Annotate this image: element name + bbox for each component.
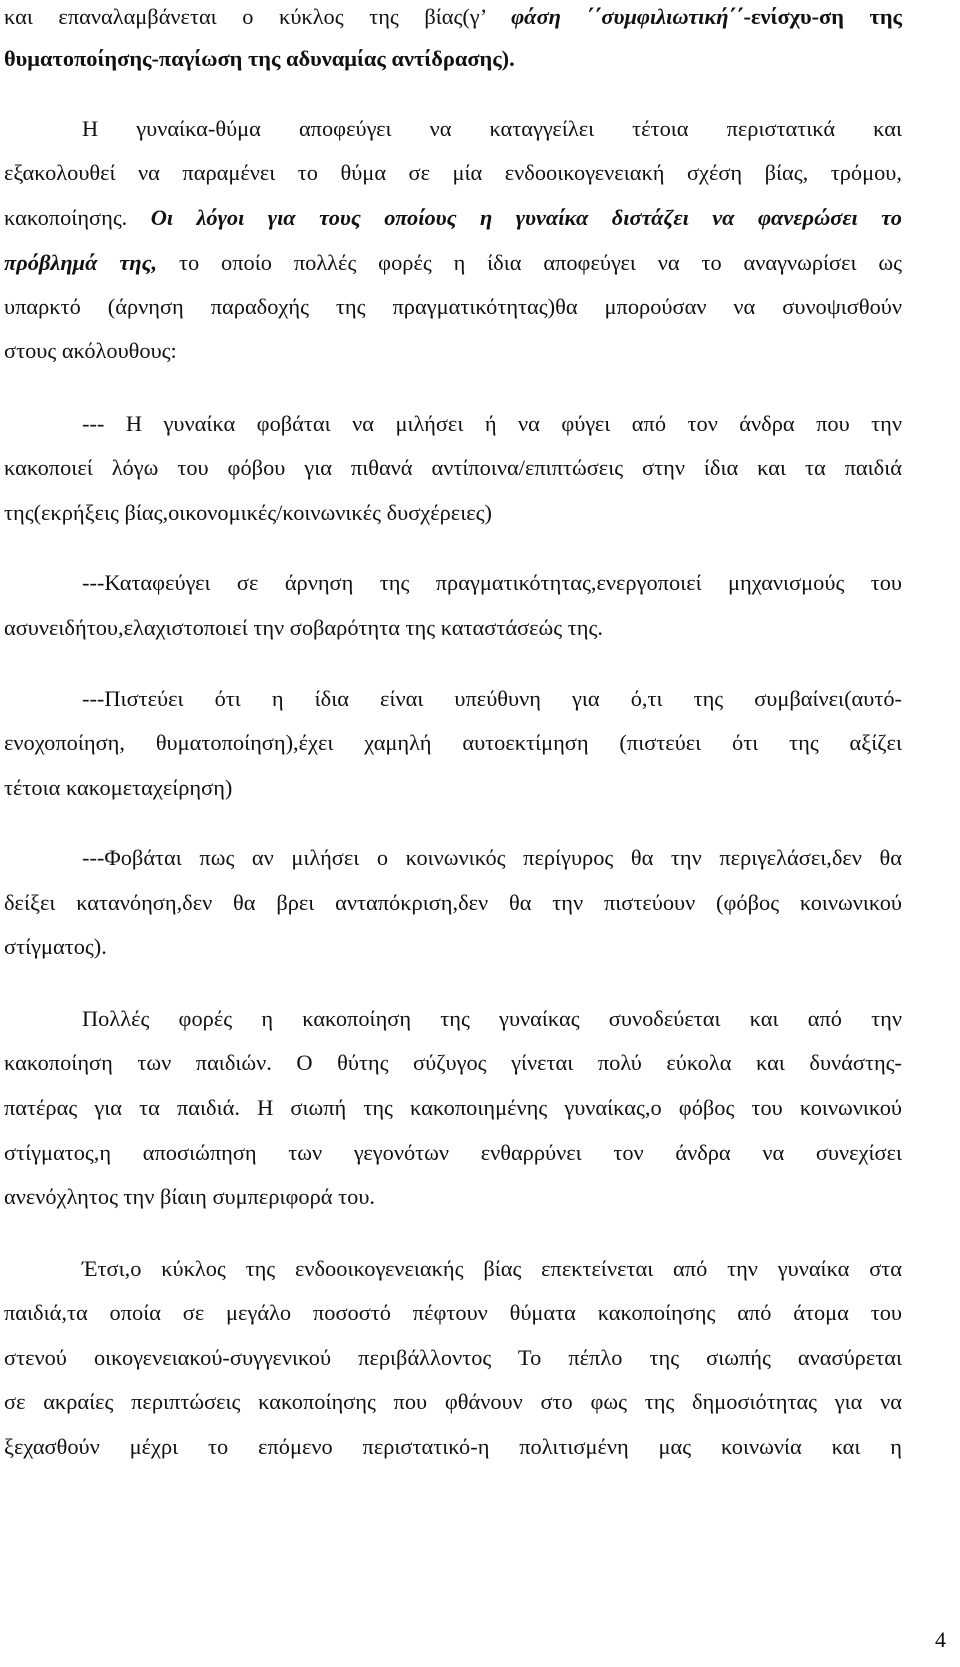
text-line — [4, 44, 902, 74]
text-run: σε ακραίες περιπτώσεις κακοποίησης που φθάνουν στο φως της δημοσιότητας για να — [4, 1389, 902, 1414]
text-line — [4, 773, 902, 803]
text-line — [4, 498, 902, 528]
text-line — [4, 728, 902, 758]
text-run: -ενίσχυ-ση της — [743, 4, 903, 29]
text-run: ανενόχλητος την βίαιη συμπεριφορά του. — [4, 1184, 376, 1209]
text-line — [4, 888, 902, 918]
text-run: ξεχασθούν μέχρι το επόμενο περιστατικό-η πολιτισμένη μας κοινωνία και η — [4, 1434, 902, 1459]
text-run: κακοποίηση των παιδιών. Ο θύτης σύζυγος γίνεται πολύ εύκολα και δυνάστης- — [4, 1050, 902, 1075]
text-run: ασυνειδήτου,ελαχιστοποιεί την σοβαρότητα της καταστάσεώς της. — [4, 615, 603, 640]
text-run: ---Πιστεύει ότι η ίδια είναι υπεύθυνη για ό,τι της συμβαίνει(αυτό- — [82, 686, 902, 711]
text-line — [4, 1182, 902, 1212]
text-run: στίγματος,η αποσιώπηση των γεγονότων ενθαρρύνει τον άνδρα να συνεχίσει — [4, 1140, 902, 1165]
text-line — [4, 1093, 902, 1123]
text-line — [4, 1298, 902, 1328]
text-run: κακοποίησης. — [4, 205, 151, 230]
text-run: --- Η γυναίκα φοβάται να μιλήσει ή να φύγει από τον άνδρα που την — [82, 411, 902, 436]
text-run: ενοχοποίηση, θυματοποίηση),έχει χαμηλή αυτοεκτίμηση (πιστεύει ότι της αξίζει — [4, 730, 902, 755]
text-line — [4, 203, 902, 233]
text-line — [4, 932, 902, 962]
text-line — [4, 1138, 902, 1168]
text-run: Έτσι,ο κύκλος της ενδοοικογενειακής βίας επεκτείνεται από την γυναίκα στα — [82, 1256, 902, 1281]
text-line — [82, 684, 902, 714]
text-run: πατέρας για τα παιδιά. Η σιωπή της κακοποιημένης γυναίκας,ο φόβος του κοινωνικού — [4, 1095, 902, 1120]
text-run: φάση ΄΄συμφιλιωτική΄΄ — [511, 4, 744, 29]
text-run: θυματοποίησης-παγίωση της αδυναμίας αντίδρασης). — [4, 46, 515, 71]
text-line — [4, 2, 902, 32]
text-run: Η γυναίκα-θύμα αποφεύγει να καταγγείλει τέτοια περιστατικά και — [82, 116, 902, 141]
text-line — [82, 843, 902, 873]
text-run: το οποίο πολλές φορές η ίδια αποφεύγει να το αναγνωρίσει ως — [157, 250, 902, 275]
text-line — [4, 1048, 902, 1078]
text-run: Πολλές φορές η κακοποίηση της γυναίκας συνοδεύεται και από την — [82, 1006, 902, 1031]
text-line — [4, 613, 902, 643]
text-run: Οι λόγοι για τους οποίους η γυναίκα διστάζει να φανερώσει το — [150, 205, 902, 230]
text-run: πρόβλημά της, — [4, 250, 158, 275]
text-run: εξακολουθεί να παραμένει το θύμα σε μία ενδοοικογενειακή σχέση βίας, τρόμου, — [4, 160, 902, 185]
text-run: στίγματος). — [4, 934, 107, 959]
text-run: και επαναλαμβάνεται ο κύκλος της βίας(γ’ — [4, 4, 512, 29]
text-line — [4, 292, 902, 322]
text-line — [4, 1343, 902, 1373]
text-run: κακοποιεί λόγω του φόβου για πιθανά αντίποινα/επιπτώσεις στην ίδια και τα παιδιά — [4, 455, 902, 480]
text-run: τέτοια κακομεταχείρηση) — [4, 775, 233, 800]
text-line — [4, 1432, 902, 1462]
text-run: στους ακόλουθους: — [4, 338, 177, 363]
text-line — [82, 568, 902, 598]
text-line — [82, 114, 902, 144]
text-line — [82, 1254, 902, 1284]
text-run: ---Καταφεύγει σε άρνηση της πραγματικότητας,ενεργοποιεί μηχανισμούς του — [82, 570, 902, 595]
text-run: υπαρκτό (άρνηση παραδοχής της πραγματικότητας)θα μπορούσαν να συνοψισθούν — [4, 294, 902, 319]
text-line — [82, 1004, 902, 1034]
text-run: στενού οικογενειακού-συγγενικού περιβάλλοντος Το πέπλο της σιωπής ανασύρεται — [4, 1345, 902, 1370]
text-line — [4, 336, 902, 366]
text-line — [4, 453, 902, 483]
text-run: δείξει κατανόηση,δεν θα βρει ανταπόκριση,δεν θα την πιστεύουν (φόβος κοινωνικού — [4, 890, 902, 915]
text-line — [4, 1387, 902, 1417]
text-run: παιδιά,τα οποία σε μεγάλο ποσοστό πέφτουν θύματα κακοποίησης από άτομα του — [4, 1300, 902, 1325]
text-run: ---Φοβάται πως αν μιλήσει ο κοινωνικός περίγυρος θα την περιγελάσει,δεν θα — [82, 845, 902, 870]
text-run: της(εκρήξεις βίας,οικονομικές/κοινωνικές δυσχέρειες) — [4, 500, 492, 525]
page-number: 4 — [935, 1627, 946, 1652]
text-line — [4, 158, 902, 188]
text-line — [82, 409, 902, 439]
text-line — [4, 248, 902, 278]
